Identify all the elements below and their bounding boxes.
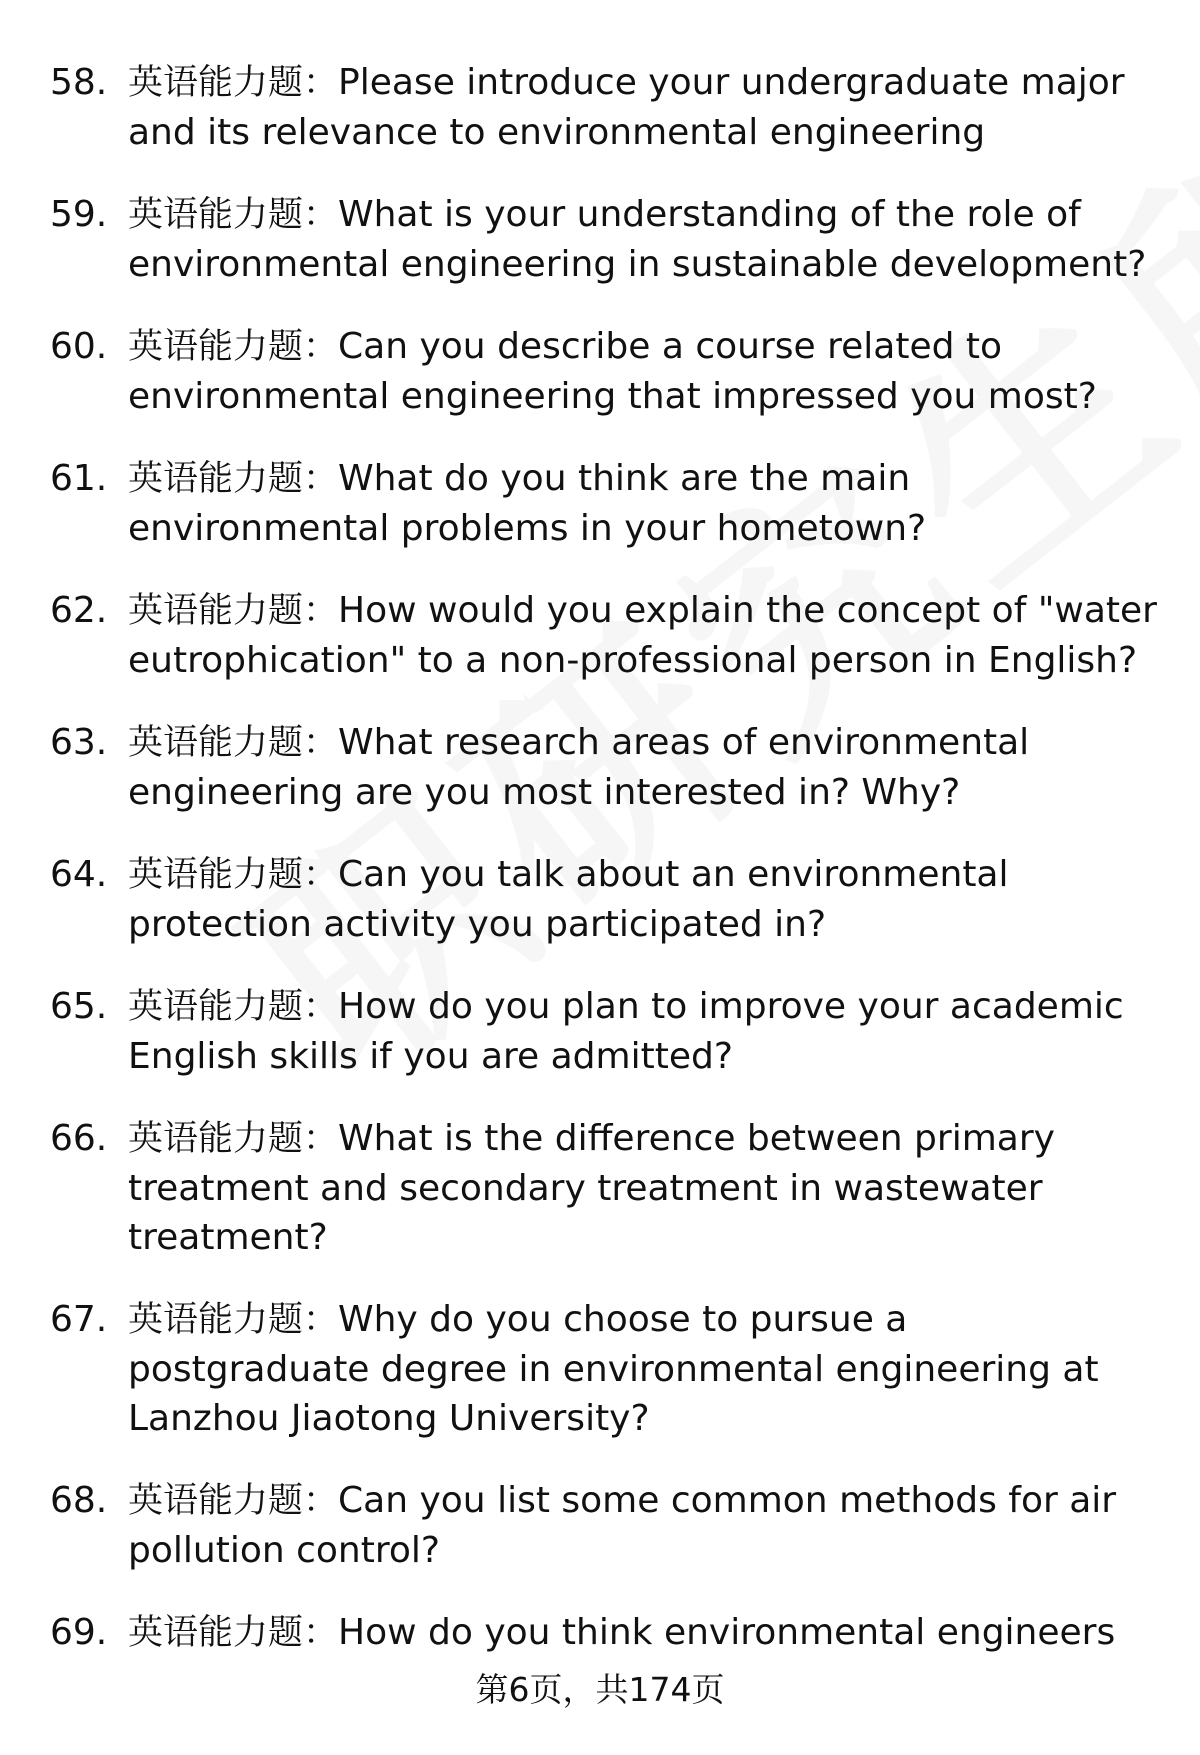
question-body — [128, 982, 1160, 1081]
question-number: 66. — [50, 1118, 108, 1159]
question-body — [128, 1608, 1160, 1658]
question-body — [128, 850, 1160, 949]
question-number: 63. — [50, 722, 108, 763]
question-item — [50, 1114, 1160, 1262]
question-item — [50, 1608, 1160, 1658]
question-number: 69. — [50, 1612, 108, 1653]
question-category: 英语能力题： — [128, 591, 339, 631]
question-item — [50, 454, 1160, 553]
question-text: Can you list some common methods for air pollution control? — [128, 1480, 1117, 1571]
question-text: How do you think environmental engineers — [338, 1612, 1116, 1653]
question-body — [128, 58, 1160, 157]
question-list — [50, 58, 1160, 1691]
question-body — [128, 586, 1160, 685]
question-number: 58. — [50, 62, 108, 103]
question-category: 英语能力题： — [128, 723, 339, 763]
question-body — [128, 718, 1160, 817]
question-item — [50, 982, 1160, 1081]
question-text: What is the difference between primary treatment and secondary treatment in wastewater treatment? — [128, 1118, 1055, 1258]
question-category: 英语能力题： — [128, 459, 339, 499]
question-item — [50, 850, 1160, 949]
question-number: 68. — [50, 1480, 108, 1521]
question-text: What research areas of environmental engineering are you most interested in? Why? — [128, 722, 1030, 813]
question-category: 英语能力题： — [128, 1300, 339, 1340]
question-item — [50, 58, 1160, 157]
question-number: 67. — [50, 1299, 108, 1340]
question-category: 英语能力题： — [128, 1119, 339, 1159]
question-body — [128, 1295, 1160, 1443]
question-text: Why do you choose to pursue a postgraduate degree in environmental engineering at Lanzhou Jiaotong University? — [128, 1299, 1099, 1439]
question-number: 65. — [50, 986, 108, 1027]
question-category: 英语能力题： — [128, 987, 339, 1027]
question-category: 英语能力题： — [128, 1613, 339, 1653]
question-category: 英语能力题： — [128, 63, 339, 103]
question-text: What is your understanding of the role of environmental engineering in sustainable development? — [128, 194, 1147, 285]
question-body — [128, 322, 1160, 421]
question-text: How would you explain the concept of "water eutrophication" to a non-professional person in English? — [128, 590, 1157, 681]
question-text: What do you think are the main environmental problems in your hometown? — [128, 458, 927, 549]
question-category: 英语能力题： — [128, 855, 339, 895]
question-text: Can you describe a course related to environmental engineering that impressed you most? — [128, 326, 1097, 417]
question-body — [128, 1476, 1160, 1575]
question-body — [128, 454, 1160, 553]
question-number: 64. — [50, 854, 108, 895]
question-text: How do you plan to improve your academic English skills if you are admitted? — [128, 986, 1124, 1077]
question-item — [50, 322, 1160, 421]
question-number: 59. — [50, 194, 108, 235]
question-category: 英语能力题： — [128, 1481, 339, 1521]
question-category: 英语能力题： — [128, 195, 339, 235]
question-number: 60. — [50, 326, 108, 367]
question-category: 英语能力题： — [128, 327, 339, 367]
question-text: Please introduce your undergraduate major and its relevance to environmental engineering — [128, 62, 1125, 153]
question-number: 62. — [50, 590, 108, 631]
question-body — [128, 1114, 1160, 1262]
page-footer: 第6页，共174页 — [475, 1670, 725, 1709]
question-item — [50, 1476, 1160, 1575]
question-item — [50, 586, 1160, 685]
question-item — [50, 1295, 1160, 1443]
question-item — [50, 718, 1160, 817]
question-item — [50, 190, 1160, 289]
question-number: 61. — [50, 458, 108, 499]
question-text: Can you talk about an environmental protection activity you participated in? — [128, 854, 1009, 945]
question-body — [128, 190, 1160, 289]
